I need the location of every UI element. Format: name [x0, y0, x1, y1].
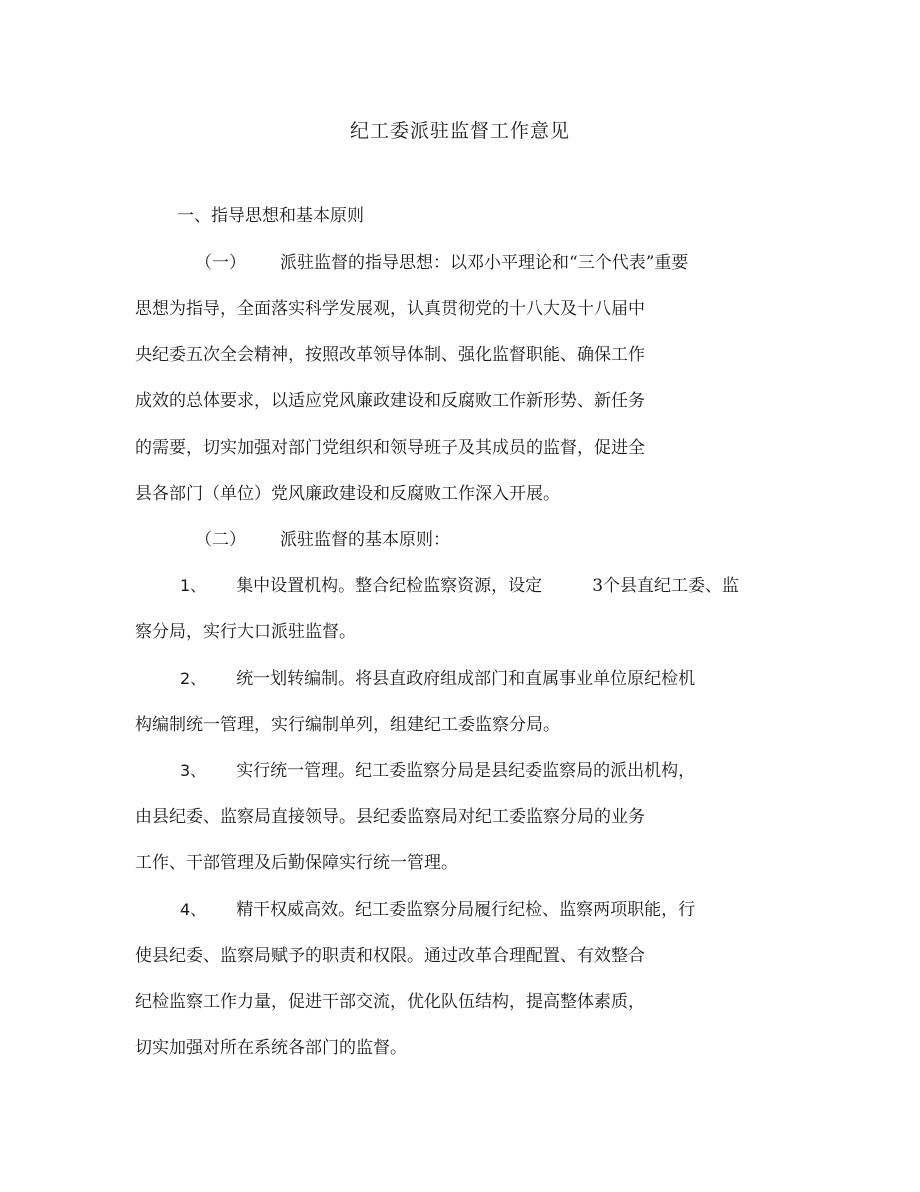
- list-item-line: [180, 668, 695, 690]
- item-number: 2、: [180, 669, 207, 688]
- item-text: 统一划转编制。将县直政府组成部门和直属事业单位原纪检机: [236, 669, 696, 689]
- paragraph-line: 工作、干部管理及后勤保障实行统一管理。: [135, 853, 458, 873]
- sub-label: （二）: [195, 530, 246, 550]
- paragraph-line: 的需要，切实加强对部门党组织和领导班子及其成员的监督，促进全: [135, 438, 645, 458]
- item-text: 精干权威高效。纪工委监察分局履行纪检、监察两项职能，行: [236, 900, 696, 920]
- list-item-line: [180, 899, 695, 921]
- document-title: 纪工委派驻监督工作意见: [349, 120, 570, 142]
- paragraph-line: 纪检监察工作力量，促进干部交流，优化队伍结构，提高整体素质，: [135, 992, 645, 1012]
- paragraph-line: [195, 529, 450, 551]
- item-number: 1、: [180, 576, 207, 595]
- paragraph-line: 使县纪委、监察局赋予的职责和权限。通过改革合理配置、有效整合: [135, 946, 645, 966]
- paragraph-line: [195, 252, 688, 274]
- paragraph-line: 切实加强对所在系统各部门的监督。: [135, 1038, 407, 1058]
- section-heading: 一、指导思想和基本原则: [177, 206, 364, 226]
- item-number: 3、: [180, 761, 207, 780]
- paragraph-line: 察分局，实行大口派驻监督。: [135, 622, 356, 642]
- list-item-line: [180, 760, 695, 782]
- item-text: 集中设置机构。整合纪检监察资源，设定: [236, 576, 543, 596]
- sub-text: 派驻监督的指导思想：以邓小平理论和“三个代表”重要: [280, 253, 689, 273]
- sub-text: 派驻监督的基本原则：: [280, 530, 450, 550]
- paragraph-line: 构编制统一管理，实行编制单列，组建纪工委监察分局。: [135, 715, 560, 735]
- item-number: 4、: [180, 900, 207, 919]
- item-text-cont: 3个县直纪工委、监: [592, 576, 740, 596]
- paragraph-line: 县各部门（单位）党风廉政建设和反腐败工作深入开展。: [135, 484, 560, 504]
- paragraph-line: 成效的总体要求，以适应党风廉政建设和反腐败工作新形势、新任务: [135, 391, 645, 411]
- paragraph-line: 央纪委五次全会精神，按照改革领导体制、强化监督职能、确保工作: [135, 345, 645, 365]
- list-item-line: [180, 575, 739, 597]
- paragraph-line: 思想为指导，全面落实科学发展观，认真贯彻党的十八大及十八届中: [135, 299, 645, 319]
- item-text: 实行统一管理。纪工委监察分局是县纪委监察局的派出机构，: [236, 761, 696, 781]
- sub-label: （一）: [195, 253, 246, 273]
- paragraph-line: 由县纪委、监察局直接领导。县纪委监察局对纪工委监察分局的业务: [135, 807, 645, 827]
